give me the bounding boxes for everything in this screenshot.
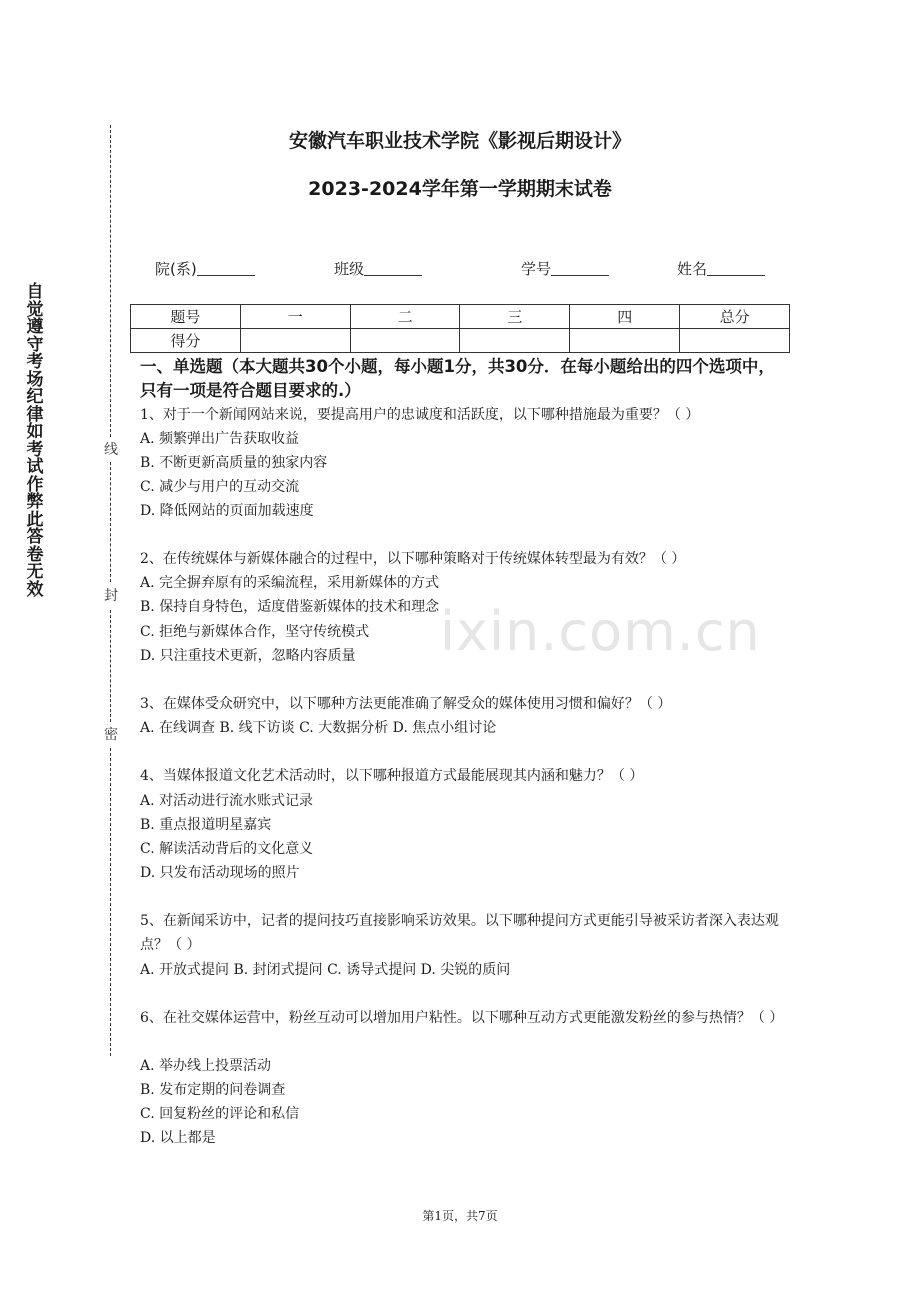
info-blank[interactable]	[364, 261, 422, 276]
score-row-label: 得分	[131, 329, 241, 353]
binding-line-middle-2	[110, 610, 111, 722]
question-4: 4、当媒体报道文化艺术活动时，以下哪种报道方式最能展现其内涵和魅力？（ ）	[140, 768, 644, 784]
question-2-option-a: A. 完全摒弃原有的采编流程，采用新媒体的方式	[140, 575, 440, 591]
binding-mark-mi: 密	[104, 727, 118, 743]
score-header-cell: 题号	[131, 305, 241, 329]
score-header-cell: 一	[240, 305, 350, 329]
question-1: 1、对于一个新闻网站来说，要提高用户的忠诚度和活跃度，以下哪种措施最为重要？（ ）	[140, 407, 700, 423]
question-1-option-b: B. 不断更新高质量的独家内容	[140, 455, 328, 471]
score-table-score-row	[131, 329, 790, 353]
question-3: 3、在媒体受众研究中，以下哪种方法更能准确了解受众的媒体使用习惯和偏好？（ ）	[140, 696, 672, 712]
question-4-option-b: B. 重点报道明星嘉宾	[140, 817, 272, 833]
question-6-option-b: B. 发布定期的问卷调查	[140, 1082, 286, 1098]
info-label: 院(系)	[155, 260, 197, 278]
question-1-option-d: D. 降低网站的页面加载速度	[140, 503, 314, 519]
score-header-cell: 总分	[680, 305, 790, 329]
binding-mark-feng: 封	[104, 588, 118, 604]
score-cell[interactable]	[570, 329, 680, 353]
question-2-option-c: C. 拒绝与新媒体合作，坚守传统模式	[140, 624, 370, 640]
binding-line-middle-1	[110, 462, 111, 582]
side-warning: 自觉遵守考场纪律如考试作弊此答卷无效	[26, 282, 44, 600]
question-4-option-c: C. 解读活动背后的文化意义	[140, 841, 314, 857]
score-table	[130, 304, 790, 353]
question-2: 2、在传统媒体与新媒体融合的过程中，以下哪种策略对于传统媒体转型最为有效？（ ）	[140, 551, 686, 567]
info-label: 学号	[521, 260, 552, 278]
info-field-class	[334, 258, 422, 279]
binding-line-bottom	[110, 748, 111, 1056]
question-6-option-d: D. 以上都是	[140, 1130, 216, 1146]
score-header-cell: 三	[460, 305, 570, 329]
info-field-student-id	[521, 258, 609, 279]
question-4-option-d: D. 只发布活动现场的照片	[140, 865, 300, 881]
score-cell[interactable]	[680, 329, 790, 353]
score-cell[interactable]	[240, 329, 350, 353]
page-footer: 第1页，共7页	[422, 1209, 498, 1223]
exam-title-line2: 2023-2024学年第一学期期末试卷	[308, 178, 612, 200]
score-cell[interactable]	[350, 329, 460, 353]
score-header-cell: 二	[350, 305, 460, 329]
question-6-option-c: C. 回复粉丝的评论和私信	[140, 1106, 300, 1122]
info-label: 姓名	[677, 260, 708, 278]
score-header-cell: 四	[570, 305, 680, 329]
binding-mark-xian: 线	[104, 442, 118, 458]
binding-line-top	[110, 125, 111, 437]
question-2-option-d: D. 只注重技术更新，忽略内容质量	[140, 648, 356, 664]
section-heading: 一、单选题（本大题共30个小题，每小题1分，共30分．在每小题给出的四个选项中，只有一项是符合题目要求的.）	[140, 357, 775, 400]
question-3-options: A. 在线调查 B. 线下访谈 C. 大数据分析 D. 焦点小组讨论	[140, 720, 497, 736]
info-blank[interactable]	[197, 261, 255, 276]
question-1-option-a: A. 频繁弹出广告获取收益	[140, 431, 300, 447]
question-6: 6、在社交媒体运营中，粉丝互动可以增加用户粘性。以下哪种互动方式更能激发粉丝的参与热情？（ ）	[140, 1010, 784, 1026]
info-field-department	[155, 258, 255, 279]
exam-title-line1: 安徽汽车职业技术学院《影视后期设计》	[288, 130, 631, 152]
question-6-option-a: A. 举办线上投票活动	[140, 1058, 272, 1074]
info-blank[interactable]	[551, 261, 609, 276]
info-field-name	[677, 258, 765, 279]
question-2-option-b: B. 保持自身特色，适度借鉴新媒体的技术和理念	[140, 599, 440, 615]
score-table-header-row	[131, 305, 790, 329]
score-cell[interactable]	[460, 329, 570, 353]
info-blank[interactable]	[707, 261, 765, 276]
info-label: 班级	[334, 260, 365, 278]
question-1-option-c: C. 减少与用户的互动交流	[140, 479, 300, 495]
question-5: 5、在新闻采访中，记者的提问技巧直接影响采访效果。以下哪种提问方式更能引导被采访者深入表达观点？（ ）	[140, 913, 779, 953]
question-4-option-a: A. 对活动进行流水账式记录	[140, 793, 314, 809]
watermark: ixin.com.cn	[440, 600, 761, 663]
question-5-options: A. 开放式提问 B. 封闭式提问 C. 诱导式提问 D. 尖锐的质问	[140, 962, 511, 978]
